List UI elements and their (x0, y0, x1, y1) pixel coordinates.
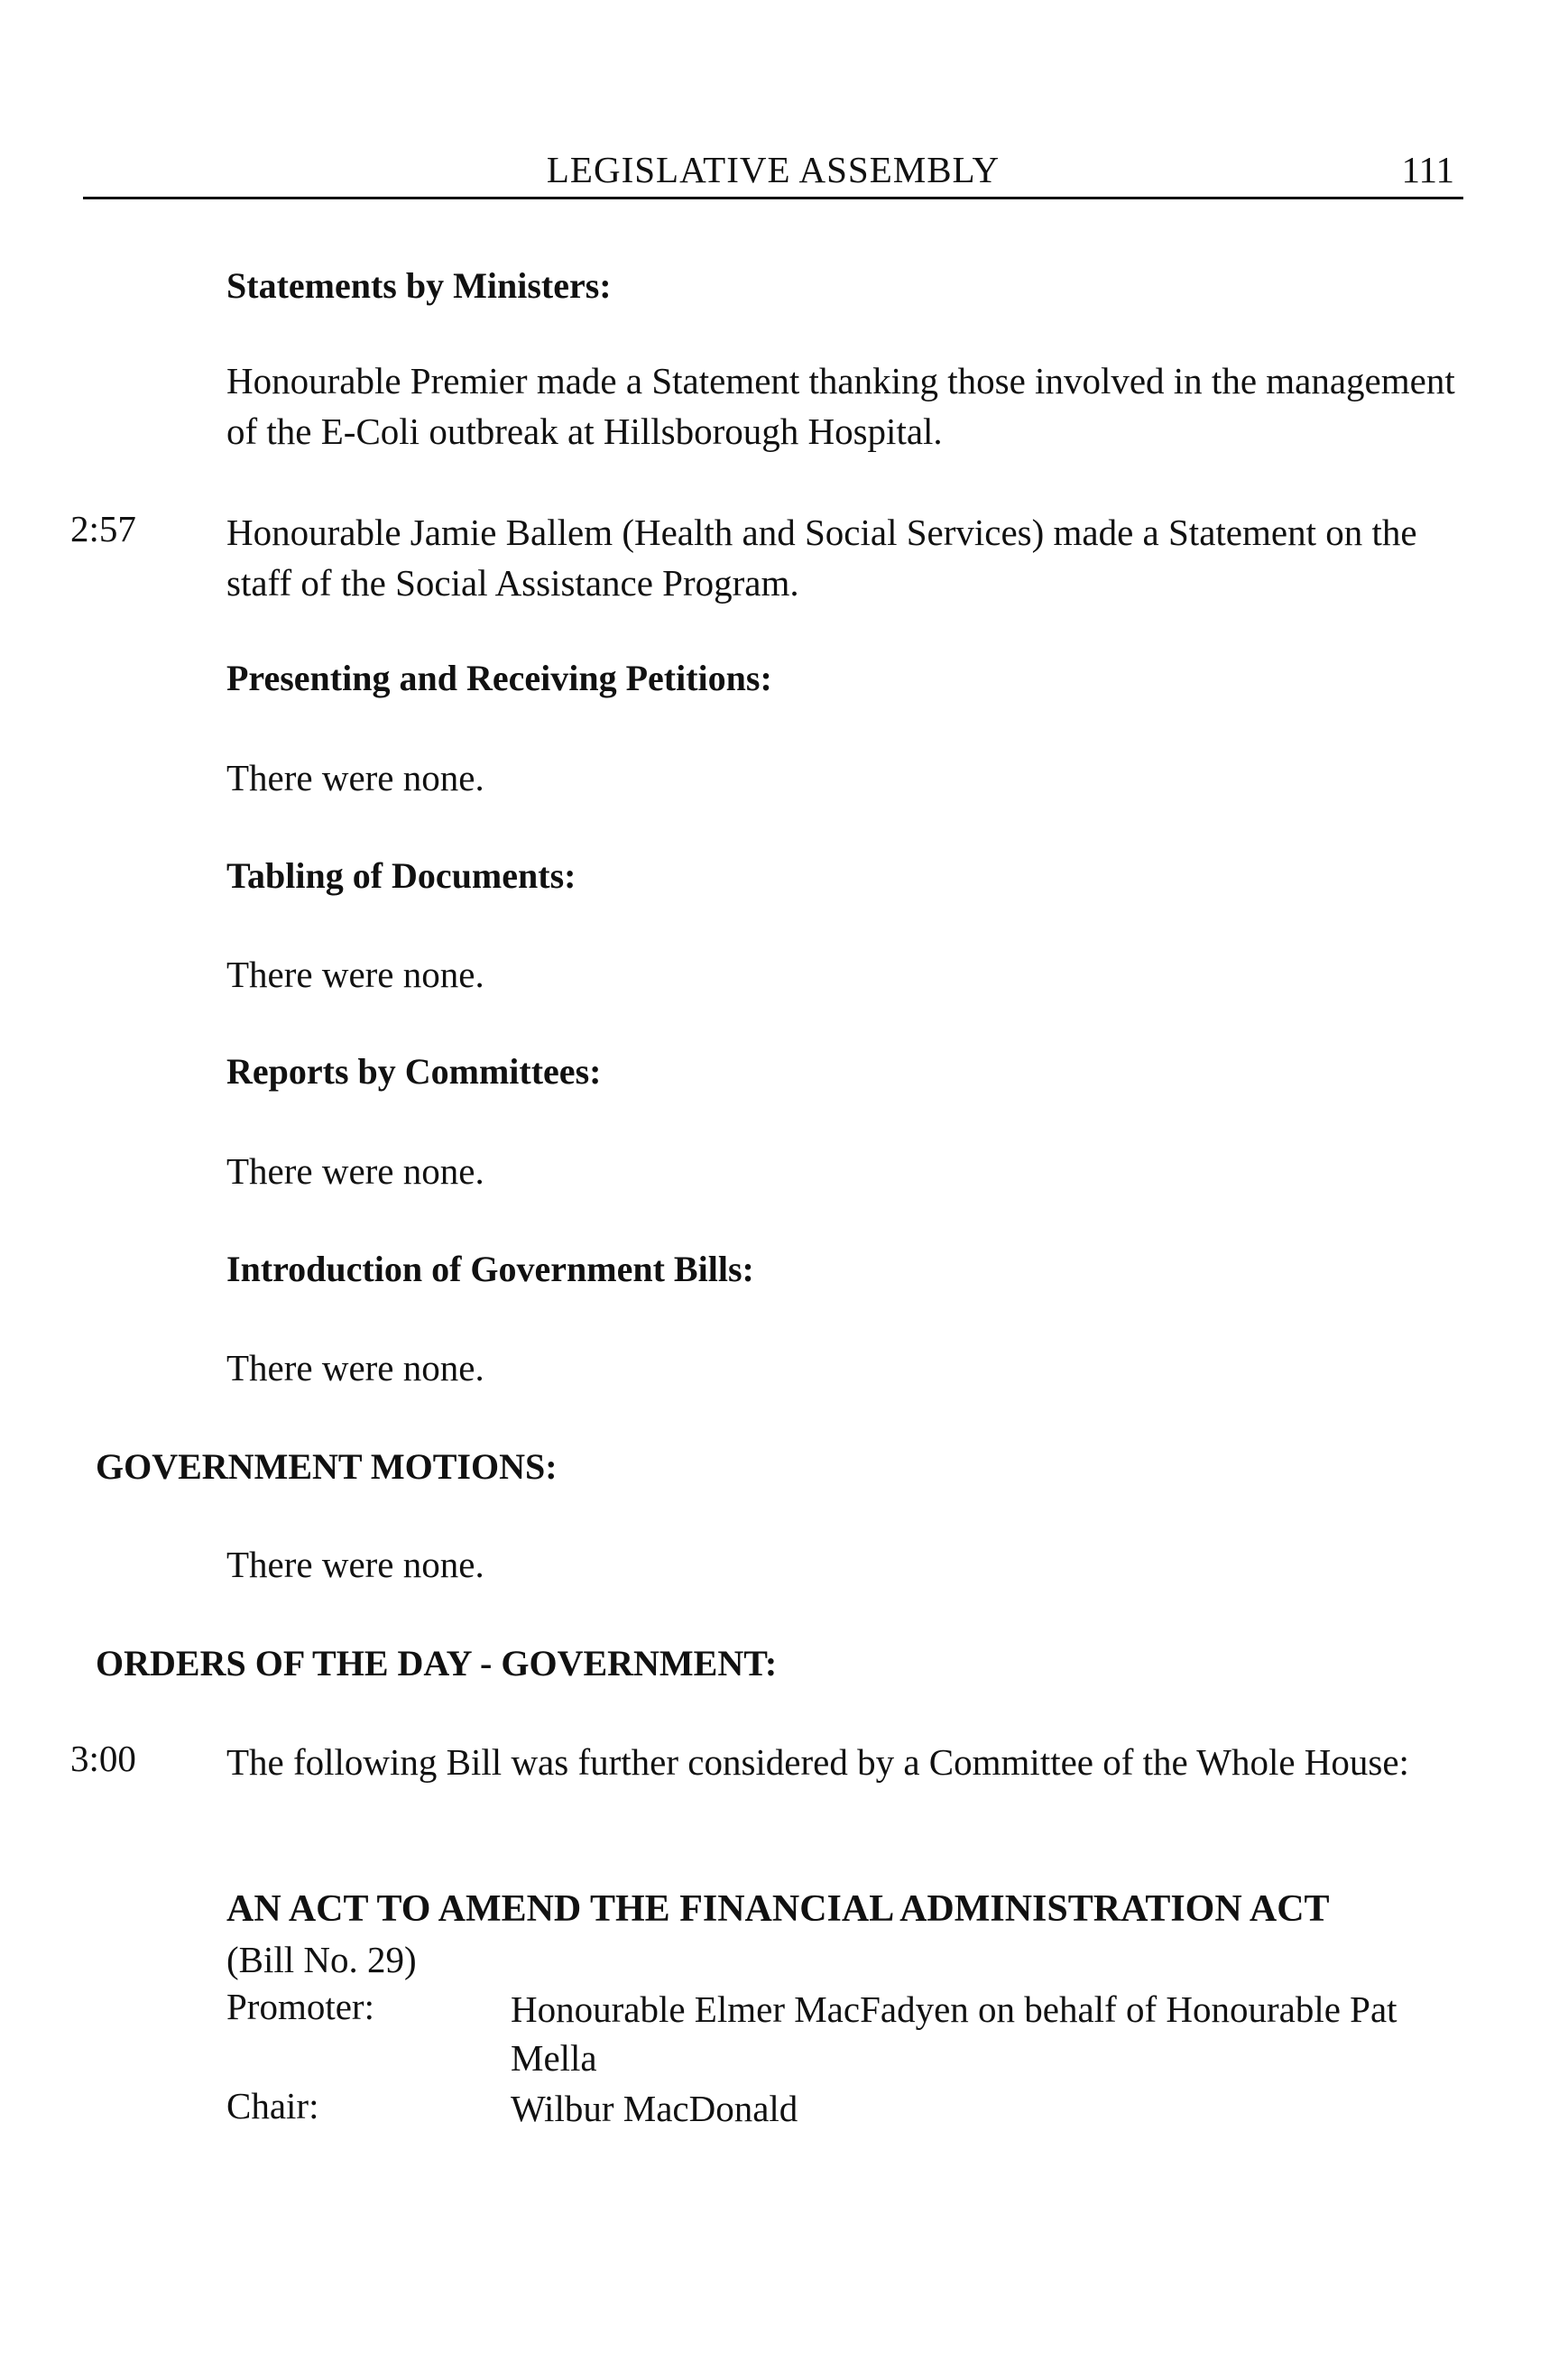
orders-time: 3:00 (70, 1738, 136, 1779)
statement-time: 2:57 (70, 508, 136, 549)
gov-motions-heading: GOVERNMENT MOTIONS: (96, 1446, 558, 1487)
orders-heading: ORDERS OF THE DAY - GOVERNMENT: (96, 1643, 778, 1684)
tabling-heading: Tabling of Documents: (226, 855, 576, 896)
statements-heading: Statements by Ministers: (226, 265, 612, 306)
gov-motions-text: There were none. (226, 1544, 484, 1585)
intro-bills-text: There were none. (226, 1347, 484, 1388)
promoter-value: Honourable Elmer MacFadyen on behalf of Honourable Pat Mella (511, 1988, 1397, 2079)
chair-label: Chair: (226, 2085, 319, 2126)
intro-bills-heading: Introduction of Government Bills: (226, 1249, 754, 1289)
bill-title: AN ACT TO AMEND THE FINANCIAL ADMINISTRATION ACT (226, 1888, 1330, 1930)
reports-text: There were none. (226, 1150, 484, 1192)
statement-ballem: Honourable Jamie Ballem (Health and Social Services) made a Statement on the staff of the Social Assistance Program. (226, 512, 1417, 604)
bill-number: (Bill No. 29) (226, 1939, 417, 1980)
chair-value: Wilbur MacDonald (511, 2088, 798, 2129)
promoter-label: Promoter: (226, 1986, 374, 2027)
page-header (83, 144, 1463, 199)
tabling-text: There were none. (226, 954, 484, 995)
statement-premier: Honourable Premier made a Statement thanking those involved in the management of the E-Coli outbreak at Hillsborough Hospital. (226, 360, 1455, 452)
orders-text: The following Bill was further considered by a Committee of the Whole House: (226, 1741, 1409, 1783)
reports-heading: Reports by Committees: (226, 1051, 602, 1092)
petitions-heading: Presenting and Receiving Petitions: (226, 658, 772, 698)
page-number: 111 (1401, 149, 1454, 190)
header-title: LEGISLATIVE ASSEMBLY (546, 149, 1001, 190)
petitions-text: There were none. (226, 757, 484, 798)
